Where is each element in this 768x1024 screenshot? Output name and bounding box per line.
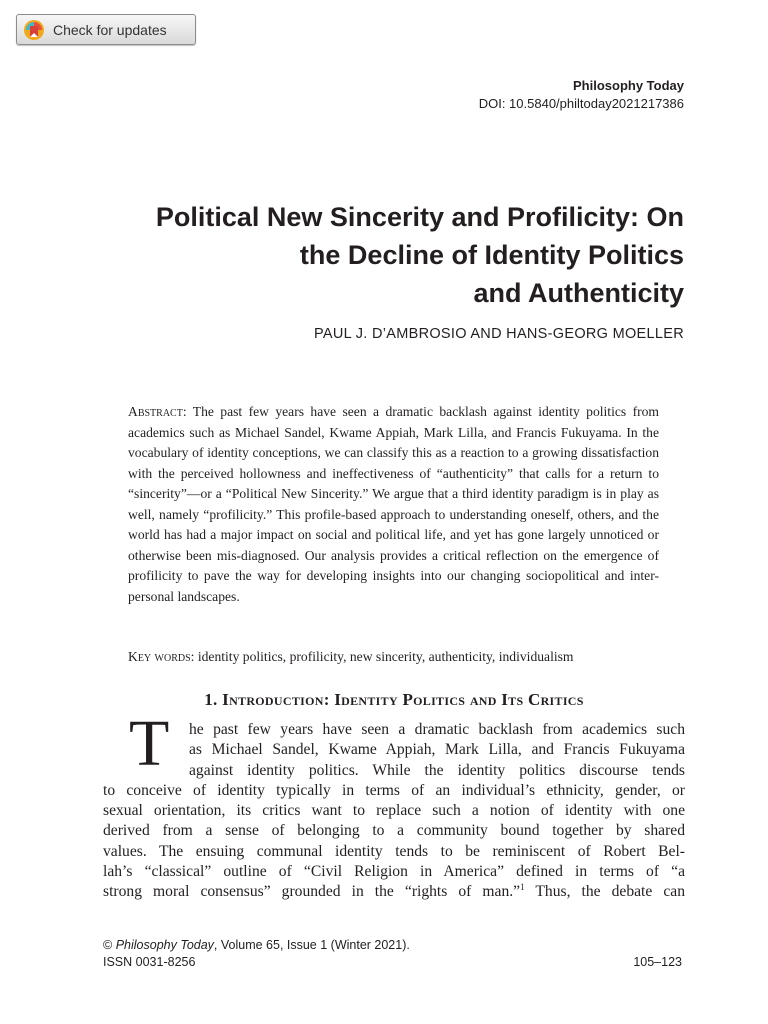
journal-name: Philosophy Today: [573, 78, 684, 93]
section-heading: 1. Introduction: Identity Politics and Its Critics: [204, 690, 584, 709]
footer-citation-line: [103, 937, 410, 954]
body-line-text: strong moral consensus” grounded in the “rights of man.”: [103, 883, 521, 901]
footer-journal-name: Philosophy Today: [115, 938, 214, 952]
body-line-last: [103, 882, 685, 902]
abstract-label: Abstract:: [128, 404, 187, 419]
body-line: he past few years have seen a dramatic backlash from academics such: [189, 721, 685, 738]
body-line: derived from a sense of belonging to a community bound together by shared: [103, 822, 685, 840]
title-line: and Authenticity: [473, 278, 684, 308]
check-updates-icon: [23, 19, 45, 41]
footer-citation: [103, 937, 410, 971]
body-line: to conceive of identity typically in terms of an individual’s ethnicity, gender, or: [103, 781, 685, 799]
footer-issn: ISSN 0031-8256: [103, 955, 196, 969]
abstract-text: The past few years have seen a dramatic backlash against identity politics from academics such as Michael Sandel, Kwame Appiah, Mark Lilla, and Francis Fukuyama. In the vocabulary of identity conceptions, we can classify this as a reaction to a growing dissatisfaction with the perceived hollowness and ineffectiveness of “authenticity” that calls for a return to “sincerity”—or a “Political New Sincerity.” We argue that a third identity paradigm is in play as well, namely “profilicity.” This profile-based approach to understanding oneself, others, and the world has had a major impact on social and political life, and yet has gone largely unnoticed or otherwise been mis-diagnosed. Our analysis provides a critical reflection on the emergence of profilicity to pave the way for developing insights into our changing sociopolitical and inter-personal landscapes.: [128, 404, 659, 604]
footer-pages: 105–123: [633, 955, 682, 969]
body-line-text: Thus, the debate can: [535, 883, 685, 901]
drop-cap: T: [129, 707, 170, 780]
title-line: Political New Sincerity and Profilicity: On: [155, 202, 684, 232]
abstract: [128, 402, 659, 607]
footer-volume-info: , Volume 65, Issue 1 (Winter 2021).: [213, 938, 410, 952]
article-title: [84, 198, 684, 312]
keywords-text: identity politics, profilicity, new sincerity, authenticity, individualism: [197, 649, 574, 664]
body-line: lah’s “classical” outline of “Civil Religion in America” defined in terms of “a: [103, 863, 685, 881]
footnote-marker[interactable]: 1: [520, 882, 525, 893]
journal-header: [479, 77, 684, 113]
body-line: against identity politics. While the identity politics discourse tends: [189, 761, 685, 779]
doi-text[interactable]: DOI: 10.5840/philtoday2021217386: [478, 96, 684, 111]
body-line: as Michael Sandel, Kwame Appiah, Mark Lilla, and Francis Fukuyama: [189, 741, 685, 759]
copyright-symbol: ©: [103, 938, 113, 952]
body-line: sexual orientation, its critics want to replace such a notion of identity with one: [103, 802, 685, 820]
check-for-updates-button[interactable]: [16, 14, 196, 45]
body-line: values. The ensuing communal identity tends to be reminiscent of Robert Bel-: [103, 842, 685, 860]
body-paragraph: [103, 720, 685, 903]
article-authors: PAUL J. D’AMBROSIO AND HANS-GEORG MOELLER: [313, 326, 684, 342]
title-line: the Decline of Identity Politics: [299, 240, 684, 270]
check-for-updates-label: Check for updates: [53, 21, 167, 38]
keywords: [128, 647, 668, 667]
keywords-label: Key words:: [128, 649, 195, 664]
